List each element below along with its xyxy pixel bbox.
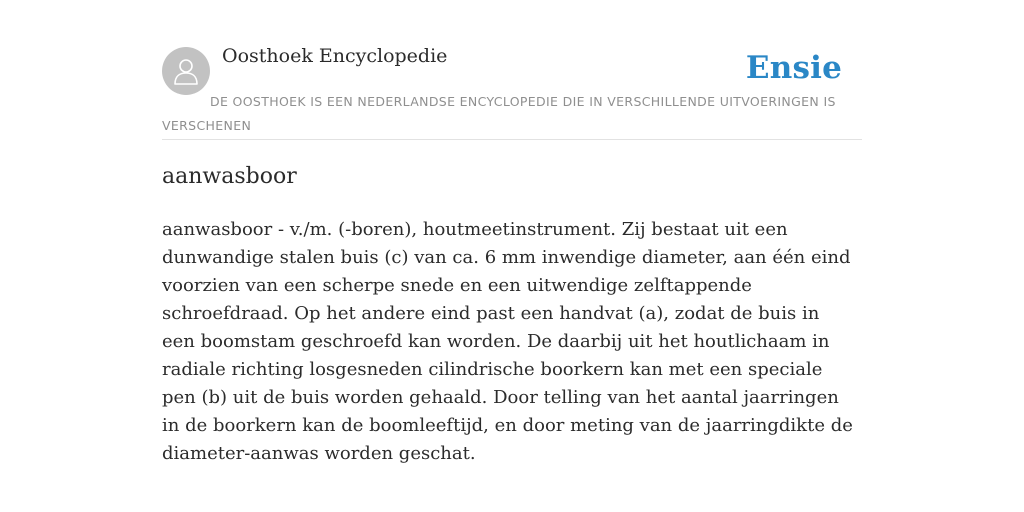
header-divider: [162, 139, 862, 140]
source-name-link[interactable]: Oosthoek Encyclopedie: [222, 45, 448, 67]
entry-title: aanwasboor: [162, 164, 297, 189]
source-avatar[interactable]: [162, 47, 210, 95]
source-tagline: DE OOSTHOEK IS EEN NEDERLANDSE ENCYCLOPEDIE DIE IN VERSCHILLENDE UITVOERINGEN IS VERSCHENEN: [162, 94, 836, 133]
ensie-logo[interactable]: Ensie: [745, 50, 842, 86]
user-icon: [173, 57, 199, 85]
entry-body: aanwasboor - v./m. (-boren), houtmeetinstrument. Zij bestaat uit een dunwandige stalen buis (c) van ca. 6 mm inwendige diameter, aan één eind voorzien van een scherpe snede en een uitwendige zelftappende schroefdraad. Op het andere eind past een handvat (a), zodat de buis in een boomstam geschroefd kan worden. De daarbij uit het houtlichaam in radiale richting losgesneden cilindrische boorkern kan met een speciale pen (b) uit de buis worden gehaald. Door telling van het aantal jaarringen in de boorkern kan de boomleeftijd, en door meting van de jaarringdikte de diameter-aanwas worden geschat.: [162, 219, 853, 464]
